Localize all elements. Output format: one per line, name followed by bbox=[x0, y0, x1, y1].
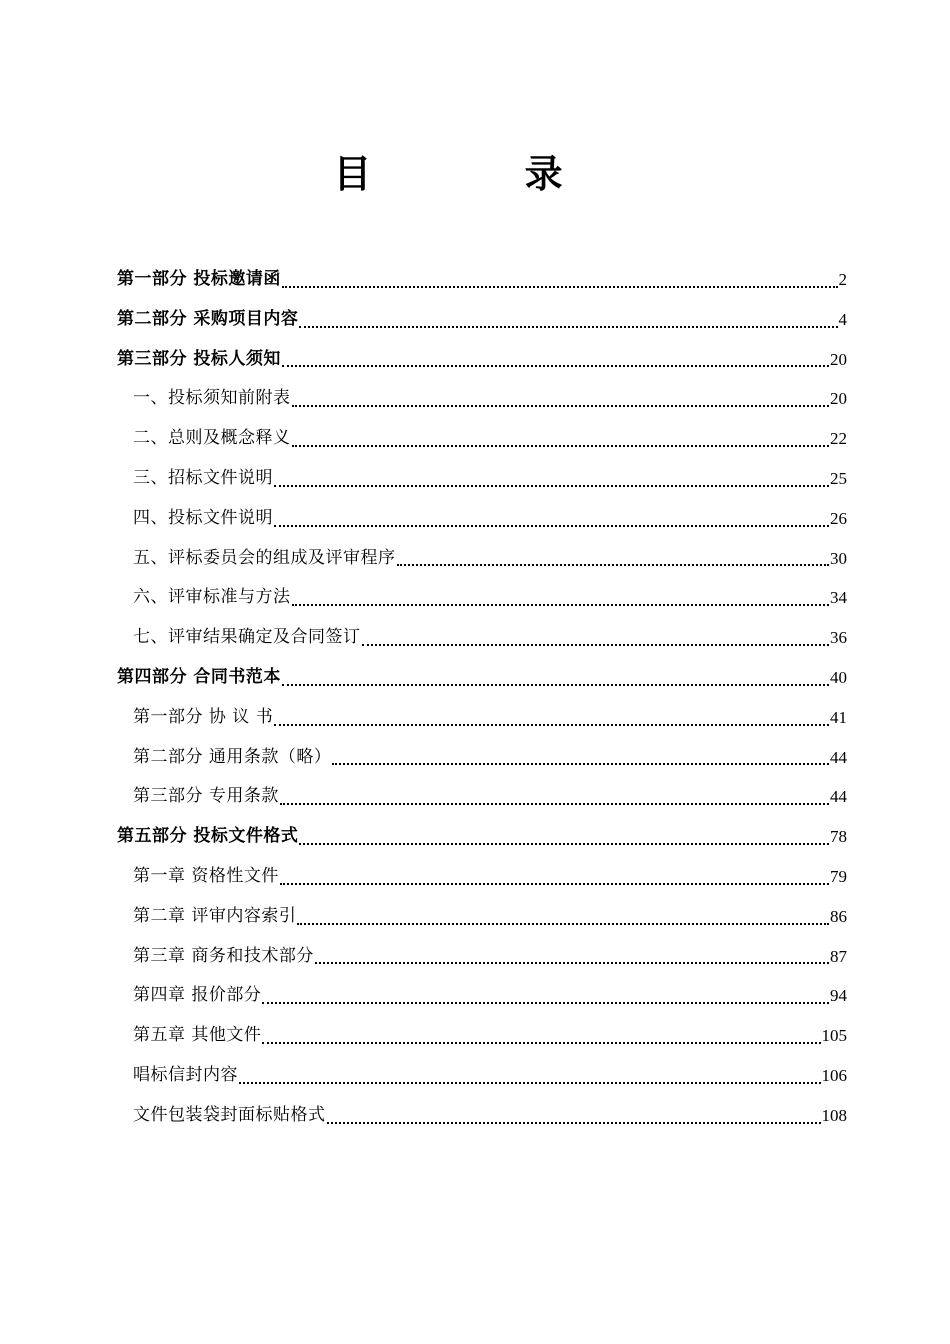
toc-entry bbox=[117, 817, 847, 857]
toc-entry bbox=[117, 698, 847, 738]
toc-dot-leader bbox=[282, 684, 829, 686]
toc-dot-leader bbox=[274, 485, 829, 487]
toc-entry-page: 4 bbox=[838, 309, 847, 329]
toc-entry-label: 第四章 报价部分 bbox=[133, 985, 262, 1006]
toc-entry-label: 第五部分 投标文件格式 bbox=[117, 826, 299, 847]
toc-entry-label: 第一部分 协 议 书 bbox=[133, 706, 274, 727]
toc-entry-label: 六、评审标准与方法 bbox=[133, 587, 291, 608]
toc-entry bbox=[117, 260, 847, 300]
toc-dot-leader bbox=[239, 1082, 821, 1084]
toc-dot-leader bbox=[397, 564, 830, 566]
toc-entry-page: 2 bbox=[838, 270, 847, 289]
toc-dot-leader bbox=[280, 883, 829, 885]
toc-entry-page: 94 bbox=[830, 986, 847, 1006]
toc-entry-label: 第一章 资格性文件 bbox=[133, 865, 279, 886]
toc-entry bbox=[117, 539, 847, 579]
toc-entry bbox=[117, 300, 847, 340]
toc-dot-leader bbox=[262, 1042, 820, 1044]
toc-dot-leader bbox=[292, 604, 830, 606]
toc-entry-page: 44 bbox=[830, 787, 847, 807]
toc-entry-page: 41 bbox=[830, 707, 847, 727]
toc-dot-leader bbox=[315, 962, 829, 964]
toc-entry bbox=[117, 738, 847, 778]
toc-dot-leader bbox=[282, 286, 838, 288]
toc-entry-label: 三、招标文件说明 bbox=[133, 467, 273, 488]
toc-entry-page: 44 bbox=[830, 747, 847, 767]
toc-entry-label: 第四部分 合同书范本 bbox=[117, 666, 281, 687]
toc-entry-page: 40 bbox=[830, 667, 847, 687]
toc-entry-label: 第一部分 投标邀请函 bbox=[117, 269, 281, 289]
toc-entry-label: 第三部分 专用条款 bbox=[133, 786, 279, 807]
toc-entry-label: 五、评标委员会的组成及评审程序 bbox=[133, 547, 396, 568]
toc-entry-page: 30 bbox=[830, 548, 847, 568]
toc-entry bbox=[117, 1096, 847, 1136]
toc-dot-leader bbox=[292, 445, 830, 447]
toc-entry-label: 二、总则及概念释义 bbox=[133, 428, 291, 449]
toc-entry bbox=[117, 419, 847, 459]
toc-dot-leader bbox=[362, 644, 830, 646]
toc-entry bbox=[117, 340, 847, 380]
toc-entry-page: 105 bbox=[821, 1026, 847, 1046]
toc-entry bbox=[117, 379, 847, 419]
toc-entry-page: 78 bbox=[830, 827, 847, 847]
toc-dot-leader bbox=[299, 843, 829, 845]
toc-entry-page: 36 bbox=[830, 628, 847, 648]
toc-entry bbox=[117, 459, 847, 499]
toc-entry bbox=[117, 976, 847, 1016]
toc-dot-leader bbox=[299, 326, 837, 328]
toc-entry bbox=[117, 777, 847, 817]
toc-entry-page: 87 bbox=[830, 946, 847, 966]
toc-entry-label: 七、评审结果确定及合同签订 bbox=[133, 627, 361, 648]
toc-entry-label: 第二部分 通用条款（略） bbox=[133, 746, 332, 767]
toc-title: 目 录 bbox=[333, 151, 633, 196]
toc-entry-label: 四、投标文件说明 bbox=[133, 507, 273, 528]
toc-entry bbox=[117, 1056, 847, 1096]
toc-entry bbox=[117, 1016, 847, 1056]
toc-entry-label: 第五章 其他文件 bbox=[133, 1025, 262, 1046]
toc-entry-label: 第二章 评审内容索引 bbox=[133, 905, 297, 926]
toc-list bbox=[117, 260, 847, 1136]
toc-entry bbox=[117, 897, 847, 937]
toc-dot-leader bbox=[262, 1002, 829, 1004]
toc-entry-page: 34 bbox=[830, 588, 847, 608]
toc-entry-page: 108 bbox=[821, 1105, 847, 1125]
toc-entry-label: 第三章 商务和技术部分 bbox=[133, 945, 314, 966]
toc-entry-label: 第二部分 采购项目内容 bbox=[117, 308, 299, 329]
toc-entry-label: 唱标信封内容 bbox=[133, 1064, 238, 1085]
toc-entry-page: 79 bbox=[830, 866, 847, 886]
toc-entry bbox=[117, 937, 847, 977]
toc-dot-leader bbox=[280, 803, 829, 805]
toc-entry-page: 25 bbox=[830, 468, 847, 488]
toc-entry-page: 20 bbox=[830, 389, 847, 409]
toc-dot-leader bbox=[297, 923, 829, 925]
toc-entry-page: 106 bbox=[821, 1065, 847, 1085]
toc-entry-label: 一、投标须知前附表 bbox=[133, 388, 291, 409]
toc-entry-page: 26 bbox=[830, 508, 847, 528]
toc-dot-leader bbox=[274, 525, 829, 527]
toc-dot-leader bbox=[327, 1122, 821, 1124]
toc-entry bbox=[117, 499, 847, 539]
toc-entry bbox=[117, 857, 847, 897]
toc-dot-leader bbox=[332, 763, 829, 765]
toc-entry bbox=[117, 658, 847, 698]
toc-entry bbox=[117, 578, 847, 618]
toc-entry-label: 文件包装袋封面标贴格式 bbox=[133, 1104, 326, 1125]
toc-entry-page: 86 bbox=[830, 906, 847, 926]
toc-entry-page: 20 bbox=[830, 349, 847, 369]
toc-entry-page: 22 bbox=[830, 429, 847, 449]
toc-entry-label: 第三部分 投标人须知 bbox=[117, 348, 281, 369]
toc-dot-leader bbox=[282, 365, 829, 367]
toc-dot-leader bbox=[274, 724, 829, 726]
toc-entry bbox=[117, 618, 847, 658]
toc-dot-leader bbox=[292, 405, 830, 407]
